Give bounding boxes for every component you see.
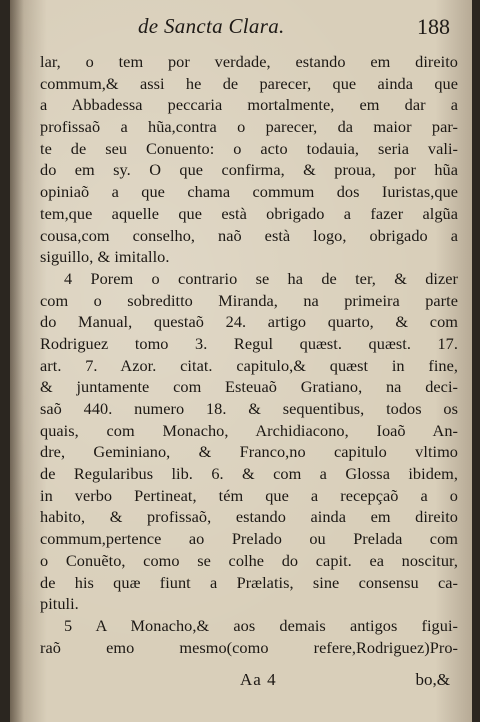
text-line: habito, & profissaõ, estando ainda em direito: [40, 507, 458, 527]
text-line: cousa,com conselho, naõ està logo, obrigado a: [40, 225, 458, 245]
text-line: commum,& assi he de parecer, que ainda que: [40, 73, 458, 93]
book-page: [10, 0, 472, 722]
text-line: profissaõ a hũa,contra o parecer, da maior par-: [40, 117, 458, 137]
text-line: te de seu Conuento: o acto todauia, seria vali-: [40, 138, 458, 158]
running-head: de Sancta Clara.: [138, 14, 285, 38]
text-line: dre, Geminiano, & Franco,no capitulo vltimo: [40, 442, 458, 462]
text-line: opiniaõ a que chama commum dos Iuristas,que: [40, 182, 458, 202]
text-line: siguillo, & imitallo.: [40, 247, 170, 267]
text-line-paragraph-4: 4 Porem o contrario se ha de ter, & dizer: [64, 268, 458, 288]
text-line: Rodriguez tomo 3. Regul quæst. quæst. 17.: [40, 333, 458, 353]
body-text: [40, 51, 458, 658]
text-line: o Conuẽto, como se colhe do capit. ea noscitur,: [40, 550, 458, 570]
text-line: saõ 440. numero 18. & sequentibus, todos os: [40, 399, 458, 418]
text-line: de Regularibus lib. 6. & com a Glossa ibidem,: [40, 464, 458, 484]
text-line-paragraph-5: 5 A Monacho,& aos demais antigos figui-: [64, 615, 458, 635]
catchword: bo,&: [415, 670, 450, 689]
text-line: lar, o tem por verdade, estando em direito: [40, 52, 458, 71]
text-line: quais, com Monacho, Archidiacono, Ioaõ An-: [40, 420, 458, 440]
text-line: tem,que aquelle que està obrigado a fazer algũa: [40, 203, 458, 223]
text-line: pituli.: [40, 594, 79, 614]
text-line: in verbo Pertineat, tém que a recepçaõ a o: [40, 485, 458, 505]
text-line: commum,pertence ao Prelado ou Prelada com: [40, 529, 458, 549]
text-line: raõ emo mesmo(como refere,Rodriguez)Pro-: [40, 637, 458, 657]
page-header: [10, 14, 472, 44]
text-line: de his quæ fiunt a Prælatis, sine consensu ca-: [40, 572, 458, 592]
spine-shadow: [10, 0, 24, 722]
page-number: 188: [417, 14, 450, 39]
text-line: & juntamente com Esteuaõ Gratiano, na deci-: [40, 377, 458, 397]
text-line: do Manual, questaõ 24. artigo quarto, & com: [40, 312, 458, 332]
signature-mark: Aa 4: [240, 670, 277, 689]
text-line: do em sy. O que confirma, & proua, por hũa: [40, 160, 458, 180]
text-line: com o sobreditto Miranda, na primeira parte: [40, 290, 458, 310]
page-footer: [10, 670, 472, 696]
text-line: art. 7. Azor. citat. capitulo,& quæst in fine,: [40, 355, 458, 375]
text-line: a Abbadessa peccaria mortalmente, em dar a: [40, 95, 458, 115]
